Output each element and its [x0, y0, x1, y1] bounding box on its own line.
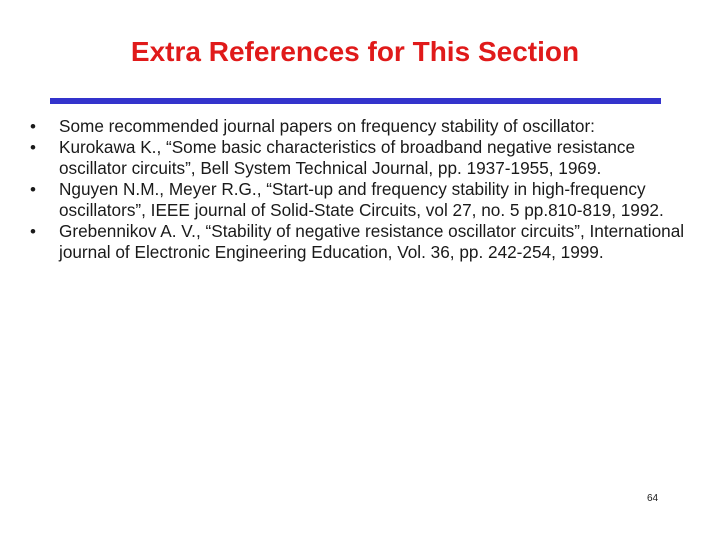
bullet-text: Kurokawa K., “Some basic characteristics of broadband negative resistance oscillator circuits”, Bell System Technical Journal, pp. 1937-1955, 1969.	[59, 137, 636, 178]
bullet-text: Some recommended journal papers on frequency stability of oscillator:	[59, 116, 595, 136]
bullet-icon: •	[30, 180, 36, 199]
reference-list	[28, 116, 696, 263]
title-underline-rule	[50, 98, 661, 104]
list-item	[28, 137, 696, 179]
bullet-icon: •	[30, 138, 36, 157]
slide-title: Extra References for This Section	[130, 36, 580, 67]
bullet-icon: •	[30, 117, 36, 136]
list-item	[28, 179, 696, 221]
bullet-text: Nguyen N.M., Meyer R.G., “Start-up and frequency stability in high-frequency oscillators”, IEEE journal of Solid-State Circuits, vol 27, no. 5 pp.810-819, 1992.	[59, 179, 664, 220]
page-number: 64	[647, 493, 659, 504]
list-item	[28, 116, 696, 137]
bullet-text: Grebennikov A. V., “Stability of negative resistance oscillator circuits”, International journal of Electronic Engineering Education, Vol. 36, pp. 242-254, 1999.	[59, 221, 685, 262]
bullet-icon: •	[30, 222, 36, 241]
list-item	[28, 221, 696, 263]
